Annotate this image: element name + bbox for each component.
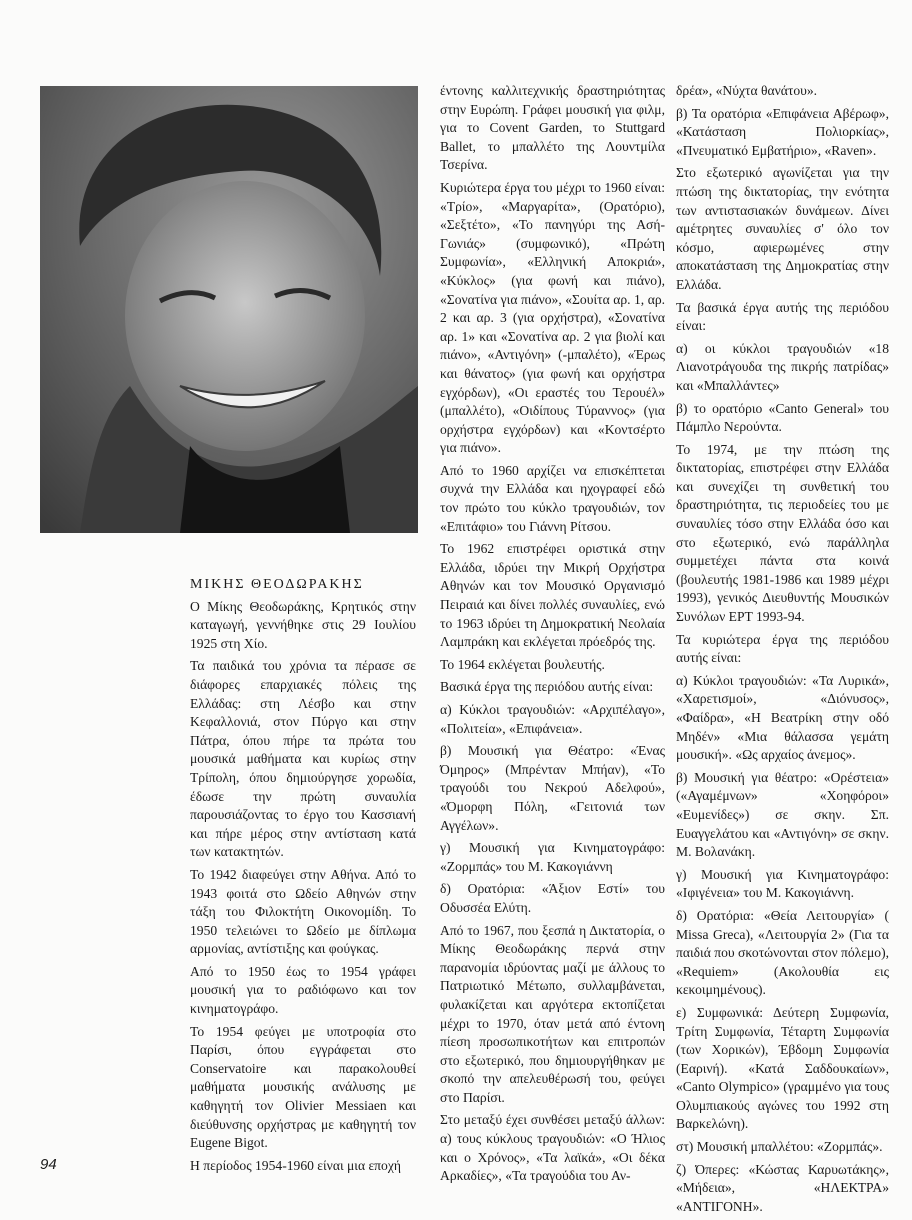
paragraph: έντονης καλλιτεχνικής δραστηριότητας στην Ευρώπη. Γράφει μουσική για φιλμ, για το Covent Garden, το Stuttgard Ballet, το μπαλλέτο της Λουντμίλα Τσερίνα. bbox=[440, 83, 665, 173]
article-heading: ΜΙΚΗΣ ΘΕΟΔΩΡΑΚΗΣ bbox=[190, 577, 364, 592]
paragraph: Κυριώτερα έργα του μέχρι το 1960 είναι: «Τρίο», «Μαργαρίτα», (Ορατόριο), «Σεξτέτο», «Το πανηγύρι της Ασή-Γωνιάς» (συμφωνικό), «Πρώτη Συμφωνία», «Ελληνική Αποκριά», «Κύκλος» (για φωνή και πιάνο), «Σονατίνα για πιάνο», «Σουίτα αρ. 1, αρ. 2 και αρ. 3 (για ορχήστρα), «Σονατίνα αρ. 1» και «Σονατίνα αρ. 2 για βιολί και πιάνο», «Αντιγόνη» (-μπαλέτο), «Έρως και θάνατος» (για φωνή και ορχήστρα εγχόρδων), «Οι εραστές του Τερουέλ» (μπαλλέτο), «Οιδίπους Τύραννος» (για ορχήστρα εγχόρδων) και «Κοντσέρτο για πιάνο». bbox=[440, 179, 666, 456]
paragraph: α) Κύκλοι τραγουδιών: «Αρχιπέλαγο», «Πολιτεία», «Επιφάνεια». bbox=[440, 702, 665, 736]
paragraph: δ) Ορατόρια: «Θεία Λειτουργία» ( Missa Greca), «Λειτουργία 2» (Για τα παιδιά που σκοτώνονται στον πόλεμο), «Requiem» (Ακολουθία εις κεκοιμημένους). bbox=[676, 907, 889, 998]
paragraph: Βασικά έργα της περιόδου αυτής είναι: bbox=[440, 679, 654, 695]
paragraph: Το 1954 φεύγει με υποτροφία στο Παρίσι, όπου εγγράφεται στο Conservatoire και παρακολουθεί μαθήματα μουσικής ανάλυσης με καθηγητή τον Olivier Messiaen και διεύθυνσης ορχήστρας με καθηγητή τον Eugene Bigot. bbox=[190, 1023, 416, 1151]
paragraph: Από το 1950 έως το 1954 γράφει μουσική για το ραδιόφωνο και τον κινηματογράφο. bbox=[190, 963, 416, 1017]
paragraph: Στο μεταξύ έχει συνθέσει μεταξύ άλλων: α) τους κύκλους τραγουδιών: «Ο Ήλιος και ο Χρόνος», «Τα λαϊκά», «Οι δέκα Αρκαδίες», «Τα τραγούδια του Αν- bbox=[440, 1112, 665, 1184]
paragraph: Τα κυριώτερα έργα της περιόδου αυτής είναι: bbox=[676, 631, 889, 666]
paragraph: Στο εξωτερικό αγωνίζεται για την πτώση της δικτατορίας, την ενότητα των αντιστασιακών δυνάμεων. Δίνει αμέτρητες συναυλίες σ' όλο τον κόσμο, αφιερωμένες στην αποκατάσταση της Δημοκρατίας στην Ελλάδα. bbox=[676, 165, 889, 292]
paragraph: γ) Μουσική για Κινηματογράφο: «Ζορμπάς» του Μ. Κακογιάννη bbox=[440, 840, 665, 874]
biography-column-right bbox=[676, 82, 889, 1220]
paragraph: α) Κύκλοι τραγουδιών: «Τα Λυρικά», «Χαρετισμοί», «Διόνυσος», «Φαίδρα», «Η Βεατρίκη στην οδό Μηδέν» «Μια θάλασσα γεμάτη μουσική». «Ως αρχαίος άνεμος». bbox=[676, 672, 889, 763]
paragraph: α) οι κύκλοι τραγουδιών «18 Λιανοτράγουδα της πικρής πατρίδας» και «Μπαλλάντες» bbox=[676, 340, 889, 393]
biography-column-left bbox=[190, 576, 416, 1179]
paragraph: Από το 1960 αρχίζει να επισκέπτεται συχνά την Ελλάδα και ηχογραφεί εδώ τον πρώτο του κύκλο τραγουδιών, τον «Επιτάφιο» του Γιάννη Ρίτσου. bbox=[440, 462, 665, 534]
paragraph: δ) Ορατόρια: «Άξιον Εστί» του Οδυσσέα Ελύτη. bbox=[440, 881, 665, 915]
paragraph: δρέα», «Νύχτα θανάτου». bbox=[676, 83, 818, 98]
paragraph: Τα βασικά έργα αυτής της περιόδου είναι: bbox=[676, 299, 889, 334]
paragraph: β) το ορατόριο «Canto General» του Πάμπλο Νερούντα. bbox=[676, 400, 889, 435]
paragraph: β) Μουσική για Θέατρο: «Ένας Όμηρος» (Μπρένταν Μπήαν), «Το τραγούδι του Νεκρού Αδελφού», «Όμορφη Πόλη, «Γειτονιά των Αγγέλων». bbox=[440, 743, 665, 833]
paragraph: Από το 1967, που ξεσπά η Δικτατορία, ο Μίκης Θεοδωράκης περνά στην παρανομία ιδρύοντας μαζί με άλλους το Πατριωτικό Μέτωπο, συλλαμβάνεται, φυλακίζεται και αργότερα εκτοπίζεται μέχρι το 1970, όταν μετά από έντονη πίεση προσωπικοτήτων και επιτροπών στο εξωτερικό, που δημιουργήθηκαν με σκοπό την απελευθέρωσή του, φεύγει στο Παρίσι. bbox=[440, 922, 665, 1105]
paragraph: ζ) Όπερες: «Κώστας Καρυωτάκης», «Μήδεια», «ΗΛΕΚΤΡΑ» «ΑΝΤΙΓΟΝΗ». bbox=[676, 1161, 889, 1214]
paragraph: Τα παιδικά του χρόνια τα πέρασε σε διάφορες επαρχιακές πόλεις της Ελλάδας: στη Λέσβο και στην Κεφαλλονιά, στον Πύργο και στην Πάτρα, όπου πήρε τα πρώτα του μουσικά μαθήματα και κυρίως στην Τρίπολη, όπου δημιούργησε χορωδία, έδωσε την πρώτη συναυλία παρουσιάζοντας το έργο του Κασσιανή και πήρε μέρος στην αντίσταση κατά των κατακτητών. bbox=[190, 658, 416, 860]
portrait-photo bbox=[40, 86, 418, 533]
paragraph: Το 1942 διαφεύγει στην Αθήνα. Από το 1943 φοιτά στο Ωδείο Αθηνών στην τάξη του Φιλοκτήτη Οικονομίδη. Το 1950 τελειώνει το Ωδείο με δίπλωμα αρμονίας, αντίστιξης και φούγκας. bbox=[190, 866, 416, 957]
paragraph: ε) Συμφωνικά: Δεύτερη Συμφωνία, Τρίτη Συμφωνία, Τέταρτη Συμφωνία (των Χορικών), Έβδομη Συμφωνία (Εαρινή). «Κατά Σαδδουκαίων», «Canto Olympico» (γραμμένο για τους Ολυμπιακούς αγώνες του 1992 στη Βαρκελώνη). bbox=[676, 1004, 889, 1132]
paragraph: Ο Μίκης Θεοδωράκης, Κρητικός στην καταγωγή, γεννήθηκε στις 29 Ιουλίου 1925 στη Χίο. bbox=[190, 598, 416, 651]
page-number: 94 bbox=[40, 1156, 57, 1173]
paragraph: Το 1962 επιστρέφει οριστικά στην Ελλάδα, ιδρύει την Μικρή Ορχήστρα Αθηνών και τον Μουσικό Οργανισμό Πειραιά και δίνει πολλές συναυλίες, ενώ το 1963 ιδρύει τη Δημοκρατική Νεολαία Λαμπράκη και εκλέγεται πρόεδρός της. bbox=[440, 541, 665, 650]
portrait-photo-icon bbox=[40, 86, 418, 533]
paragraph: στ) Μουσική μπαλλέτου: «Ζορμπάς». bbox=[676, 1139, 883, 1155]
biography-column-middle bbox=[440, 82, 665, 1190]
paragraph: Το 1974, με την πτώση της δικτατορίας, επιστρέφει στην Ελλάδα και συνεχίζει τη συνθετική του δραστηριότητα, τις περιοδείες του με συναυλίες τόσο στην Ελλάδα όσο και στο εξωτερικό, ενώ παράλληλα συμμετέχει πάντα στα κοινά (βουλευτής 1981-1986 και 1989 μέχρι 1993), γενικός Διευθυντής Μουσικών Συνόλων ΕΡΤ 1993-94. bbox=[676, 441, 889, 625]
paragraph: Η περίοδος 1954-1960 είναι μια εποχή bbox=[190, 1157, 401, 1173]
paragraph: β) Μουσική για θέατρο: «Ορέστεια» («Αγαμέμνων» «Χοηφόροι» «Ευμενίδες») σε σκην. Σπ. Ευαγγελάτου και «Αντιγόνη» σε σκην. Μ. Βολανάκη. bbox=[676, 769, 889, 860]
paragraph: β) Τα ορατόρια «Επιφάνεια Αβέρωφ», «Κατάσταση Πολιορκίας», «Πνευματικό Εμβατήριο», «Raven». bbox=[676, 105, 889, 158]
paragraph: Το 1964 εκλέγεται βουλευτής. bbox=[440, 656, 605, 672]
paragraph: γ) Μουσική για Κινηματογράφο: «Ιφιγένεια» του Μ. Κακογιάννη. bbox=[676, 866, 889, 901]
